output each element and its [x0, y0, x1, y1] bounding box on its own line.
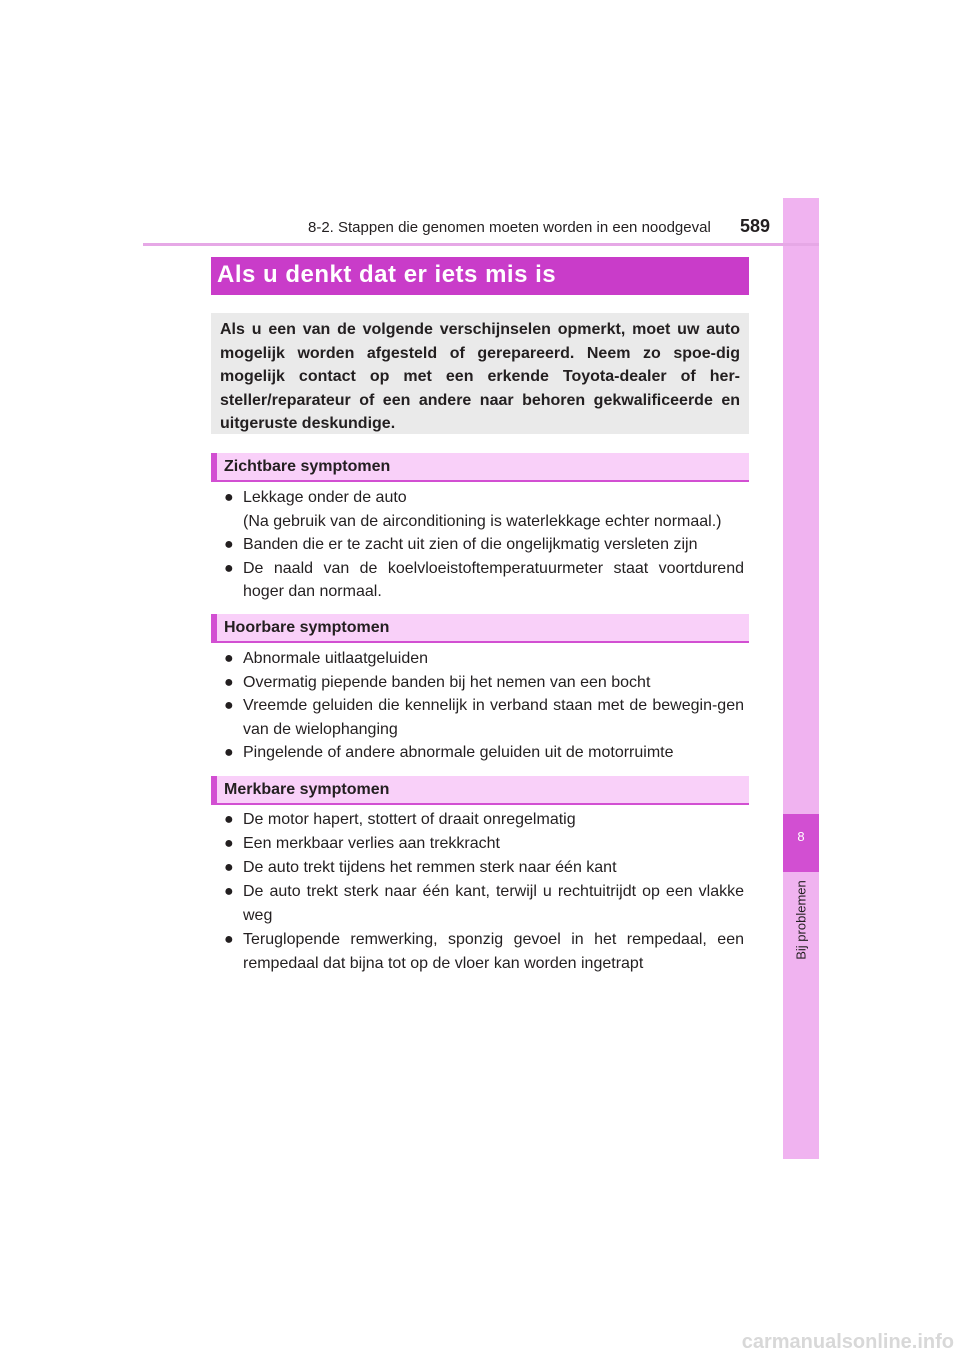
- list-item-text: De naald van de koelvloeistoftemperatuurmeter staat voortdurend hoger dan normaal.: [243, 559, 744, 600]
- bullet-icon: ●: [224, 744, 234, 761]
- list-item: [224, 741, 744, 765]
- list-item: [224, 808, 744, 832]
- bullet-icon: ●: [224, 650, 234, 667]
- list-item-text: Lekkage onder de auto: [243, 489, 407, 506]
- list-item-note: [224, 510, 744, 534]
- list-item-text: (Na gebruik van de airconditioning is waterlekkage echter normaal.): [243, 512, 722, 530]
- list-item-text: Overmatig piepende banden bij het nemen van een bocht: [243, 673, 651, 691]
- list-item-text: Pingelende of andere abnormale geluiden uit de motorruimte: [243, 744, 674, 761]
- bullet-icon: ●: [224, 673, 234, 691]
- list-item: [224, 928, 744, 975]
- subheading-audible-symptoms: [211, 614, 749, 643]
- subheading-label: Zichtbare symptomen: [224, 458, 391, 475]
- subheading-label: Merkbare symptomen: [224, 781, 390, 798]
- list-item: [224, 856, 744, 880]
- chapter-side-tab: [783, 198, 819, 1159]
- list-item-text: De auto trekt sterk naar één kant, terwijl u rechtuitrijdt op een vlakke weg: [243, 883, 744, 924]
- list-item-text: De auto trekt tijdens het remmen sterk naar één kant: [243, 859, 617, 876]
- bullet-icon: ●: [224, 835, 234, 852]
- subheading-accent: [211, 614, 217, 643]
- header-divider: [143, 243, 819, 246]
- list-item-text: De motor hapert, stottert of draait onregelmatig: [243, 811, 576, 828]
- page-number: 589: [740, 216, 771, 236]
- list-item: [224, 671, 744, 695]
- bullet-icon: ●: [224, 697, 234, 714]
- list-item-text: Een merkbaar verlies aan trekkracht: [243, 835, 500, 852]
- list-item: [224, 533, 744, 557]
- bullet-icon: ●: [224, 811, 234, 828]
- bullet-icon: ●: [224, 859, 234, 876]
- list-item: [224, 832, 744, 856]
- list-item-text: Teruglopende remwerking, sponzig gevoel in het rempedaal, een rempedaal dat bijna tot op de vloer kan worden ingetrapt: [243, 931, 744, 972]
- subheading-label: Hoorbare symptomen: [224, 619, 390, 636]
- page-title: Als u denkt dat er iets mis is: [217, 261, 557, 288]
- list-item: [224, 694, 744, 741]
- bullet-icon: ●: [224, 931, 234, 948]
- bullet-icon: ●: [224, 883, 234, 900]
- intro-text: Als u een van de volgende verschijnselen opmerkt, moet uw auto mogelijk worden afgesteld of gerepareerd. Neem zo spoe-dig mogelijk contact op met een erkende Toyota-dealer of her-steller/reparateur of een andere naar behoren gekwalificeerde en uitgeruste deskundige.: [220, 321, 740, 432]
- list-item-text: Vreemde geluiden die kennelijk in verband staan met de bewegin-gen van de wielophanging: [243, 697, 744, 738]
- bullet-icon: ●: [224, 536, 234, 553]
- list-item: [224, 647, 744, 671]
- bullet-icon: ●: [224, 559, 234, 577]
- chapter-number: 8: [797, 829, 805, 844]
- list-item: [224, 880, 744, 927]
- subheading-accent: [211, 776, 217, 805]
- bullet-icon: ●: [224, 489, 234, 506]
- list-item-text: Abnormale uitlaatgeluiden: [243, 650, 429, 667]
- subheading-accent: [211, 453, 217, 482]
- subheading-visible-symptoms: [211, 453, 749, 482]
- list-item: [224, 486, 744, 510]
- list-item-text: Banden die er te zacht uit zien of die ongelijkmatig versleten zijn: [243, 536, 698, 553]
- chapter-title: Bij problemen: [793, 880, 809, 960]
- subheading-noticeable-symptoms: [211, 776, 749, 805]
- list-item: [224, 557, 744, 604]
- section-header: 8-2. Stappen die genomen moeten worden in een noodgeval: [308, 219, 711, 236]
- watermark: carmanualsonline.info: [741, 1331, 954, 1353]
